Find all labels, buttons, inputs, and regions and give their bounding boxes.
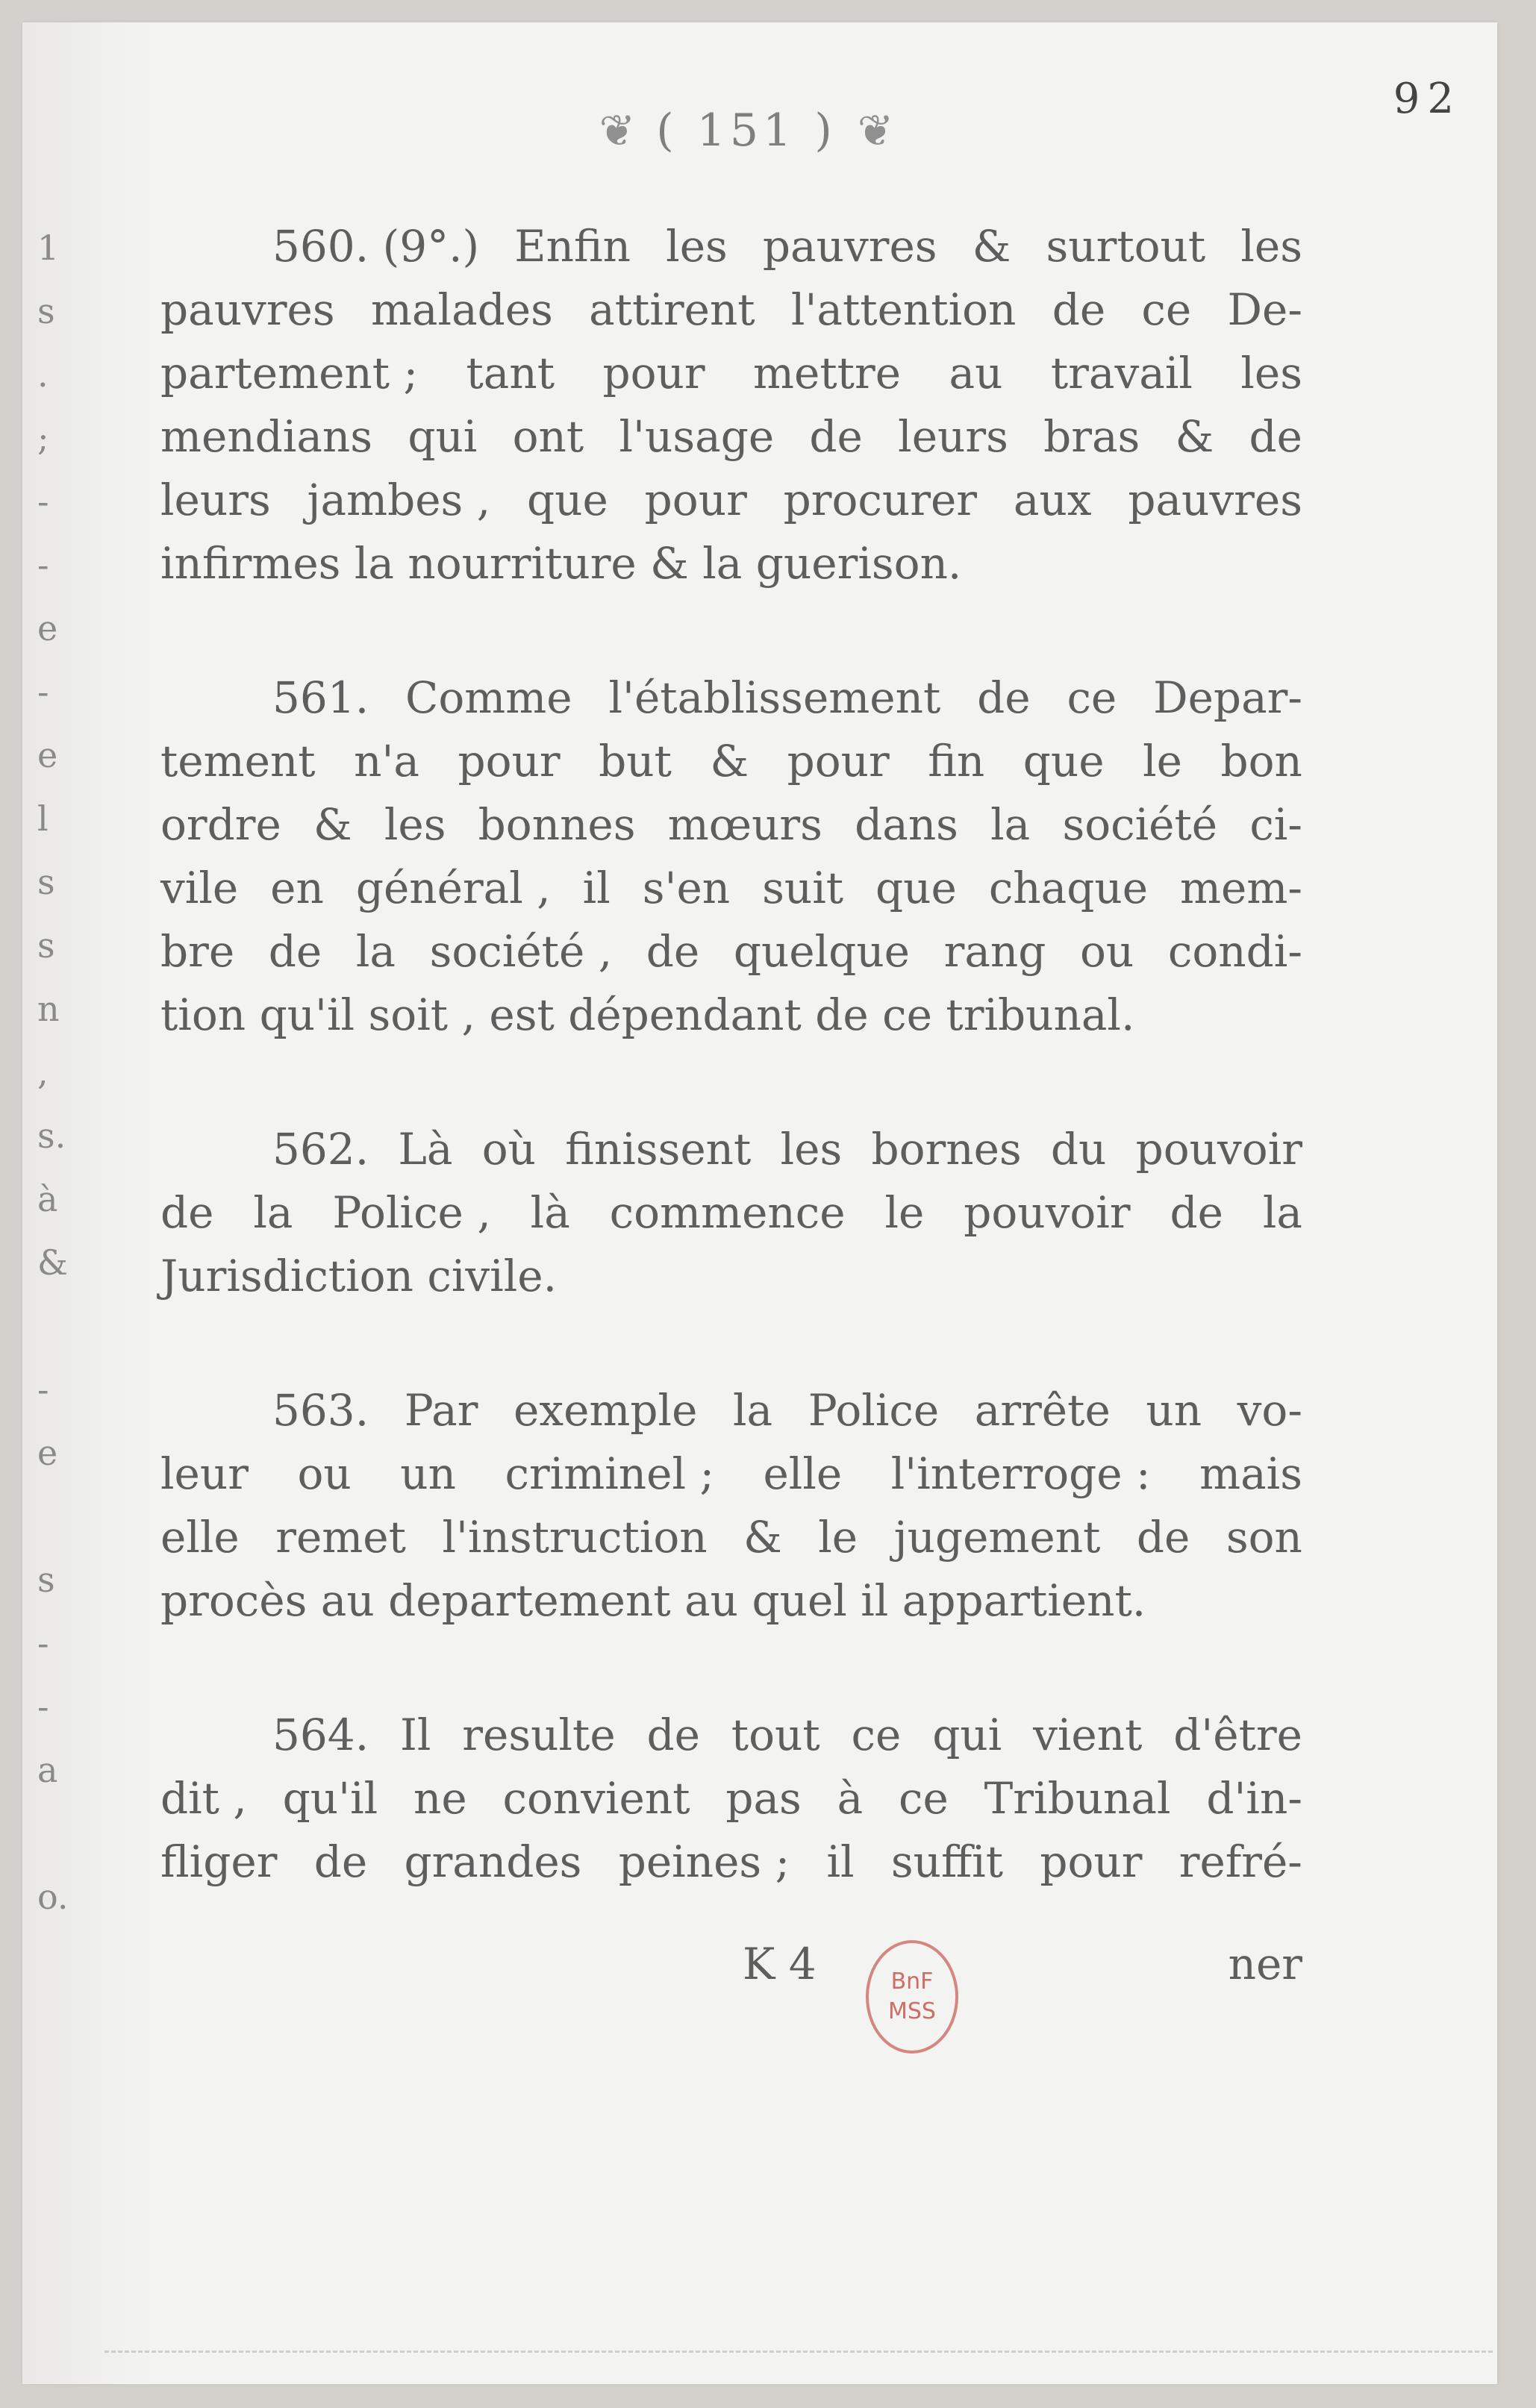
word: elle (763, 1448, 843, 1499)
text-line (160, 1379, 1302, 1442)
word: tout (731, 1710, 820, 1760)
word: malades (370, 284, 553, 335)
bleed-letter: 1 (37, 228, 60, 268)
word: qui (408, 411, 478, 462)
word: & (710, 736, 749, 786)
body-text (160, 215, 1302, 1965)
word: but (599, 736, 672, 786)
word: ou (1080, 926, 1134, 977)
text-line (160, 342, 1302, 405)
page-number: ( 151 ) (656, 104, 837, 157)
word: la (355, 926, 396, 977)
word: 561. (272, 672, 369, 723)
word: la (1262, 1187, 1302, 1238)
word: pour (458, 736, 561, 786)
word: elle (160, 1512, 240, 1563)
word: resulte (462, 1710, 616, 1760)
word: ce (1067, 672, 1117, 723)
word: attirent (589, 284, 755, 335)
bleed-letter (37, 1485, 97, 1548)
word: mendians (160, 411, 373, 462)
word: mettre (753, 348, 902, 398)
word: rang (943, 926, 1046, 977)
word: général , (355, 863, 551, 913)
word: bre (160, 926, 235, 977)
text-line (160, 1569, 1302, 1633)
word: & (1175, 411, 1214, 462)
word: que (875, 863, 957, 913)
word: Depar- (1153, 672, 1302, 723)
word: Tribunal (984, 1773, 1171, 1824)
word: criminel ; (505, 1448, 714, 1499)
word: l'établissement (608, 672, 941, 723)
word: suit (762, 863, 844, 913)
bleed-letter: o. (37, 1877, 69, 1917)
word: pour (602, 348, 705, 398)
word: Par (404, 1385, 478, 1436)
bleed-letter: a (37, 1750, 58, 1790)
word: société , (429, 926, 613, 977)
word: au (949, 348, 1003, 398)
bleed-letter: . (37, 354, 49, 395)
word: mœurs (667, 799, 822, 850)
word: procurer (783, 475, 978, 525)
word: ci- (1249, 799, 1302, 850)
catchword: ner (1228, 1939, 1302, 1989)
bleed-letter: n (37, 989, 60, 1029)
word: l'usage (619, 411, 775, 462)
bleed-letter: à (37, 1179, 58, 1219)
word: bonnes (478, 799, 636, 850)
text-line (160, 469, 1302, 532)
word: qu'il (282, 1773, 378, 1824)
word: jugement (893, 1512, 1101, 1563)
word: société (1062, 799, 1218, 850)
word: le (884, 1187, 925, 1238)
word: aux (1013, 475, 1092, 525)
word: qui (932, 1710, 1002, 1760)
word: arrête (974, 1385, 1111, 1436)
stamp-line-1: BnF (890, 1968, 934, 1995)
word: de (1052, 284, 1106, 335)
sheet-number: 92 (1393, 75, 1461, 123)
word: tement (160, 736, 316, 786)
paragraph (160, 666, 1302, 1047)
word: les (666, 221, 728, 272)
word: de (646, 926, 700, 977)
word: surtout (1046, 221, 1206, 272)
word: 563. (272, 1385, 369, 1436)
word: de (1136, 1512, 1190, 1563)
word: de (268, 926, 322, 977)
word: chaque (988, 863, 1149, 913)
word: quelque (733, 926, 910, 977)
word: pouvoir (1135, 1124, 1302, 1175)
text-line (160, 405, 1302, 469)
bleed-letter: , (37, 1052, 49, 1092)
word: ce (851, 1710, 902, 1760)
word: procès au departement au quel il appartient. (160, 1575, 1146, 1626)
word: & (313, 799, 352, 850)
facing-page-bleed-letters (37, 216, 97, 1929)
word: leurs (160, 475, 271, 525)
text-line (160, 793, 1302, 857)
word: il (582, 863, 611, 913)
text-line (160, 1506, 1302, 1569)
word: Enfin (514, 221, 631, 272)
word: la (253, 1187, 293, 1238)
bleed-letter: s (37, 925, 55, 966)
bleed-letter (37, 1802, 97, 1866)
word: finissent (565, 1124, 752, 1175)
word: Police , (332, 1187, 491, 1238)
text-line (160, 857, 1302, 920)
bleed-letter: s (37, 862, 55, 902)
bleed-letter: ; (37, 418, 49, 458)
paragraph (160, 215, 1302, 595)
word: tant (466, 348, 555, 398)
stamp-line-2: MSS (888, 1998, 936, 2024)
bleed-letter: - (37, 481, 49, 522)
word: fin (928, 736, 985, 786)
word: vient (1033, 1710, 1143, 1760)
word: ce (899, 1773, 949, 1824)
word: jambes , (307, 475, 491, 525)
bleed-letter: - (37, 1369, 49, 1410)
bleed-letter: - (37, 1686, 49, 1727)
word: de (646, 1710, 700, 1760)
bleed-letter: - (37, 1623, 49, 1663)
bleed-letter: l (37, 798, 49, 839)
word: l'attention (790, 284, 1017, 335)
text-line (160, 215, 1302, 278)
word: commence (609, 1187, 846, 1238)
signature-mark: K 4 (743, 1939, 817, 1989)
word: Comme (405, 672, 572, 723)
word: les (1240, 348, 1302, 398)
word: suffit (890, 1836, 1004, 1887)
word: ordre (160, 799, 281, 850)
bleed-letter: - (37, 545, 49, 585)
word: refré- (1178, 1836, 1302, 1887)
bleed-letter: & (37, 1242, 68, 1283)
word: un (1146, 1385, 1202, 1436)
paragraph (160, 1704, 1302, 1894)
word: Là (398, 1124, 453, 1175)
word: ou (297, 1448, 352, 1499)
word: de (1249, 411, 1302, 462)
word: de (313, 1836, 368, 1887)
word: il (826, 1836, 855, 1887)
text-line (160, 1181, 1302, 1245)
library-stamp (866, 1940, 958, 2054)
word: que (527, 475, 608, 525)
word: pour (787, 736, 890, 786)
word: en (270, 863, 324, 913)
word: l'instruction (442, 1512, 708, 1563)
paragraph (160, 1379, 1302, 1633)
word: pauvres (762, 221, 937, 272)
word: du (1050, 1124, 1107, 1175)
text-line (160, 1118, 1302, 1181)
text-line (160, 730, 1302, 793)
word: les (1240, 221, 1302, 272)
bleed-letter: s (37, 291, 55, 331)
bleed-letter: s (37, 1560, 55, 1600)
text-line (160, 1767, 1302, 1830)
word: s'en (642, 863, 731, 913)
word: partement ; (160, 348, 419, 398)
text-line (160, 532, 1302, 595)
word: convient (502, 1773, 690, 1824)
word: remet (275, 1512, 406, 1563)
word: fliger (160, 1836, 278, 1887)
word: de (1170, 1187, 1223, 1238)
bleed-letter (37, 1295, 97, 1358)
word: De- (1227, 284, 1302, 335)
word: 562. (272, 1124, 369, 1175)
word: mais (1199, 1448, 1302, 1499)
word: 560. (9°.) (272, 221, 480, 272)
word: leurs (898, 411, 1008, 462)
word: ne (413, 1773, 467, 1824)
text-line (160, 1704, 1302, 1767)
word: un (400, 1448, 456, 1499)
text-line (160, 1245, 1302, 1308)
word: la (990, 799, 1031, 850)
word: condi- (1167, 926, 1302, 977)
word: bon (1220, 736, 1302, 786)
word: travail (1050, 348, 1193, 398)
word: à (837, 1773, 864, 1824)
word: exemple (513, 1385, 698, 1436)
catchline (160, 1933, 1302, 1996)
word: pour (1040, 1836, 1143, 1887)
word: bras (1043, 411, 1140, 462)
word: n'a (354, 736, 420, 786)
word: où (481, 1124, 536, 1175)
text-line (160, 920, 1302, 983)
ornament-right-icon: ❦ (857, 105, 894, 156)
word: pouvoir (964, 1187, 1131, 1238)
word: dans (855, 799, 958, 850)
bleed-letter: - (37, 672, 49, 712)
bleed-letter: s. (37, 1116, 66, 1156)
word: grandes (404, 1836, 582, 1887)
bleed-letter: e (37, 1433, 58, 1473)
word: & (972, 221, 1011, 272)
bleed-letter: e (37, 608, 58, 648)
text-line (160, 983, 1302, 1047)
word: Il (399, 1710, 431, 1760)
word: la (732, 1385, 773, 1436)
word: dit , (160, 1773, 247, 1824)
word: l'interroge : (890, 1448, 1151, 1499)
word: infirmes la nourriture & la guerison. (160, 538, 962, 589)
running-head (515, 104, 978, 157)
word: d'in- (1206, 1773, 1302, 1824)
word: tion qu'il soit , est dépendant de ce tribunal. (160, 989, 1135, 1040)
word: les (384, 799, 446, 850)
word: son (1226, 1512, 1302, 1563)
word: le (1143, 736, 1182, 786)
word: de (809, 411, 863, 462)
ornament-left-icon: ❦ (599, 105, 636, 156)
word: pas (725, 1773, 802, 1824)
text-line (160, 1830, 1302, 1894)
page-bottom-edge (104, 2351, 1493, 2362)
word: vo- (1237, 1385, 1302, 1436)
word: de (160, 1187, 214, 1238)
word: le (818, 1512, 858, 1563)
word: ce (1141, 284, 1192, 335)
word: ont (512, 411, 584, 462)
word: pauvres (1128, 475, 1302, 525)
word: vile (160, 863, 239, 913)
word: pour (644, 475, 747, 525)
word: 564. (272, 1710, 369, 1760)
word: bornes (871, 1124, 1022, 1175)
word: là (530, 1187, 570, 1238)
word: Jurisdiction civile. (160, 1251, 558, 1301)
text-line (160, 666, 1302, 730)
word: leur (160, 1448, 249, 1499)
word: les (780, 1124, 843, 1175)
word: mem- (1180, 863, 1302, 913)
word: de (977, 672, 1031, 723)
word: d'être (1173, 1710, 1302, 1760)
word: Police (808, 1385, 940, 1436)
word: que (1023, 736, 1105, 786)
word: & (743, 1512, 782, 1563)
bleed-letter: e (37, 735, 58, 775)
word: peines ; (618, 1836, 790, 1887)
text-line (160, 278, 1302, 342)
word: pauvres (160, 284, 335, 335)
paragraph (160, 1118, 1302, 1308)
text-line (160, 1442, 1302, 1506)
